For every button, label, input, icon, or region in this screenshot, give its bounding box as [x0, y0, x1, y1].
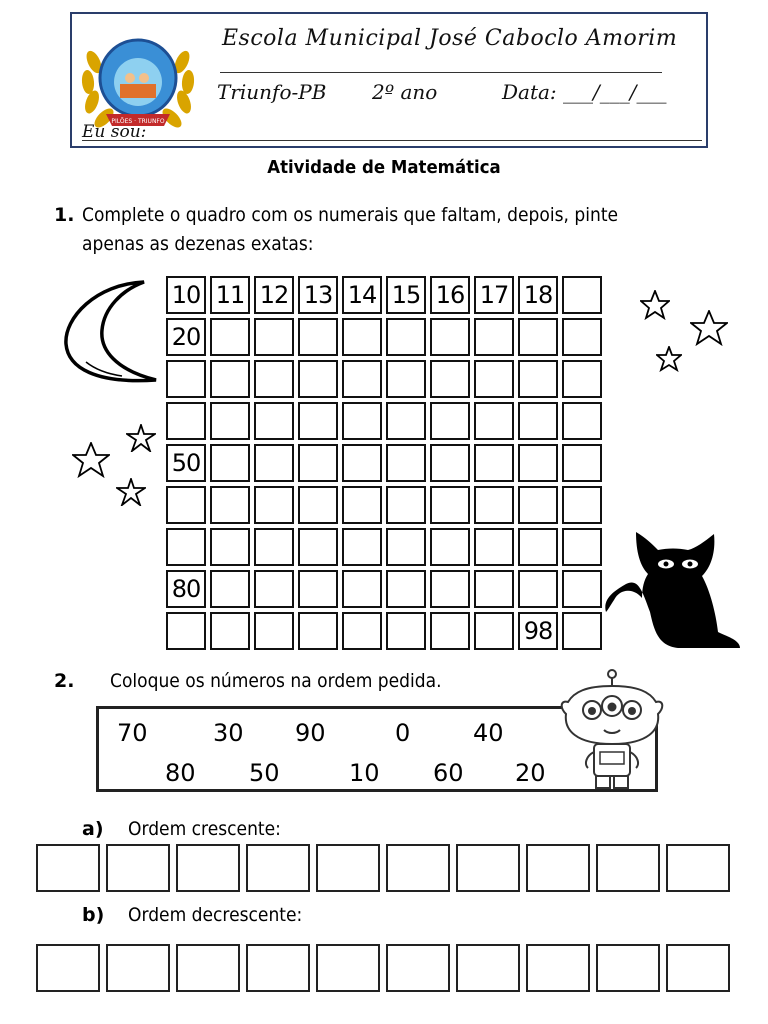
- grid-cell[interactable]: [298, 486, 338, 524]
- star-icon: [640, 290, 670, 320]
- grid-cell[interactable]: [562, 486, 602, 524]
- grid-cell[interactable]: [562, 402, 602, 440]
- grid-cell[interactable]: [342, 444, 382, 482]
- grid-cell[interactable]: [474, 612, 514, 650]
- grid-cell[interactable]: [254, 612, 294, 650]
- grid-cell[interactable]: [166, 360, 206, 398]
- grid-cell[interactable]: [386, 486, 426, 524]
- ascending-answer-row: [36, 844, 730, 892]
- question-2-number: 2.: [54, 670, 75, 692]
- question-1-number: 1.: [54, 204, 75, 226]
- grid-cell[interactable]: [166, 402, 206, 440]
- star-icon: [656, 346, 682, 372]
- number-item: 10: [349, 759, 380, 787]
- grid-cell[interactable]: [166, 528, 206, 566]
- grid-cell[interactable]: [562, 318, 602, 356]
- grid-cell[interactable]: [166, 612, 206, 650]
- grid-cell[interactable]: 13: [298, 276, 338, 314]
- grid-cell[interactable]: [386, 528, 426, 566]
- grid-cell[interactable]: [342, 402, 382, 440]
- name-label: Eu sou:: [82, 122, 147, 142]
- number-item: 90: [295, 719, 326, 747]
- grid-cell[interactable]: [298, 612, 338, 650]
- grid-cell[interactable]: [474, 444, 514, 482]
- answer-box[interactable]: [246, 944, 310, 992]
- grid-cell[interactable]: [518, 402, 558, 440]
- answer-b-text: Ordem decrescente:: [128, 904, 303, 926]
- moon-icon: [56, 278, 166, 388]
- grid-cell[interactable]: [562, 528, 602, 566]
- cat-icon: [598, 528, 748, 654]
- grid-cell[interactable]: [342, 360, 382, 398]
- grid-cell[interactable]: [298, 528, 338, 566]
- grade-label: 2º ano: [372, 80, 438, 104]
- grid-cell[interactable]: [474, 318, 514, 356]
- grid-cell[interactable]: [342, 612, 382, 650]
- grid-cell[interactable]: [166, 486, 206, 524]
- grid-cell[interactable]: [562, 570, 602, 608]
- grid-cell[interactable]: [254, 528, 294, 566]
- answer-box[interactable]: [316, 844, 380, 892]
- number-item: 80: [165, 759, 196, 787]
- grid-cell[interactable]: 98: [518, 612, 558, 650]
- descending-answer-row: [36, 944, 730, 992]
- grid-cell[interactable]: [342, 486, 382, 524]
- grid-cell[interactable]: 16: [430, 276, 470, 314]
- grid-cell[interactable]: [430, 612, 470, 650]
- grid-cell[interactable]: [210, 402, 250, 440]
- grid-cell[interactable]: [430, 528, 470, 566]
- grid-cell[interactable]: [342, 318, 382, 356]
- answer-box[interactable]: [666, 944, 730, 992]
- answer-box[interactable]: [456, 844, 520, 892]
- grid-cell[interactable]: [562, 360, 602, 398]
- grid-cell[interactable]: 15: [386, 276, 426, 314]
- grid-cell[interactable]: [210, 570, 250, 608]
- grid-cell[interactable]: [254, 444, 294, 482]
- grid-cell[interactable]: [474, 528, 514, 566]
- grid-cell[interactable]: [254, 402, 294, 440]
- grid-cell[interactable]: [298, 318, 338, 356]
- grid-cell[interactable]: [210, 444, 250, 482]
- grid-cell[interactable]: [430, 570, 470, 608]
- grid-cell[interactable]: [254, 570, 294, 608]
- grid-cell[interactable]: [518, 486, 558, 524]
- grid-cell[interactable]: 11: [210, 276, 250, 314]
- alien-icon: [556, 668, 672, 794]
- grid-cell[interactable]: [430, 444, 470, 482]
- grid-cell[interactable]: [386, 570, 426, 608]
- grid-cell[interactable]: [518, 570, 558, 608]
- grid-cell[interactable]: [386, 444, 426, 482]
- answer-box[interactable]: [456, 944, 520, 992]
- grid-cell[interactable]: [430, 360, 470, 398]
- grid-cell[interactable]: [342, 570, 382, 608]
- grid-cell[interactable]: [298, 570, 338, 608]
- grid-cell[interactable]: [254, 486, 294, 524]
- number-item: 30: [213, 719, 244, 747]
- number-item: 20: [515, 759, 546, 787]
- answer-box[interactable]: [386, 844, 450, 892]
- question-1-text-line1: Complete o quadro com os numerais que faltam, depois, pinte: [82, 204, 619, 226]
- grid-cell[interactable]: [210, 360, 250, 398]
- number-item: 40: [473, 719, 504, 747]
- answer-box[interactable]: [526, 844, 590, 892]
- grid-cell[interactable]: 50: [166, 444, 206, 482]
- grid-cell[interactable]: 10: [166, 276, 206, 314]
- date-field[interactable]: Data: ___/___/___: [502, 80, 667, 104]
- header-box: [70, 12, 708, 148]
- grid-cell[interactable]: 20: [166, 318, 206, 356]
- answer-box[interactable]: [176, 844, 240, 892]
- answer-box[interactable]: [596, 944, 660, 992]
- grid-cell[interactable]: 14: [342, 276, 382, 314]
- star-icon: [690, 310, 728, 346]
- grid-cell[interactable]: [562, 276, 602, 314]
- grid-cell[interactable]: [254, 318, 294, 356]
- grid-cell[interactable]: [386, 402, 426, 440]
- answer-b-label: b): [82, 904, 105, 926]
- grid-cell[interactable]: [298, 444, 338, 482]
- grid-cell[interactable]: [518, 360, 558, 398]
- number-item: 0: [395, 719, 411, 747]
- answer-box[interactable]: [176, 944, 240, 992]
- grid-cell[interactable]: [430, 402, 470, 440]
- answer-box[interactable]: [596, 844, 660, 892]
- answer-box[interactable]: [36, 844, 100, 892]
- grid-cell[interactable]: [342, 528, 382, 566]
- svg-text:PILÕES · TRIUNFO: PILÕES · TRIUNFO: [111, 118, 165, 125]
- grid-cell[interactable]: 18: [518, 276, 558, 314]
- grid-cell[interactable]: [386, 612, 426, 650]
- grid-cell[interactable]: [474, 486, 514, 524]
- grid-cell[interactable]: [210, 528, 250, 566]
- answer-box[interactable]: [386, 944, 450, 992]
- answer-a-label: a): [82, 818, 104, 840]
- grid-cell[interactable]: 12: [254, 276, 294, 314]
- grid-cell[interactable]: [562, 612, 602, 650]
- number-item: 50: [249, 759, 280, 787]
- grid-cell[interactable]: [474, 360, 514, 398]
- answer-box[interactable]: [316, 944, 380, 992]
- number-item: 70: [117, 719, 148, 747]
- grid-cell[interactable]: [210, 486, 250, 524]
- grid-cell[interactable]: [562, 444, 602, 482]
- school-name: Escola Municipal José Caboclo Amorim: [222, 26, 678, 51]
- name-line[interactable]: [82, 140, 702, 141]
- answer-box[interactable]: [106, 844, 170, 892]
- page-title: Atividade de Matemática: [267, 157, 501, 178]
- answer-a-text: Ordem crescente:: [128, 818, 281, 840]
- header-divider: [220, 72, 662, 73]
- city-label: Triunfo-PB: [217, 80, 327, 104]
- grid-cell[interactable]: [298, 360, 338, 398]
- question-1-text-line2: apenas as dezenas exatas:: [82, 233, 314, 255]
- star-icon: [72, 442, 110, 478]
- answer-box[interactable]: [246, 844, 310, 892]
- grid-cell[interactable]: [430, 318, 470, 356]
- grid-cell[interactable]: [430, 486, 470, 524]
- grid-cell[interactable]: [518, 528, 558, 566]
- grid-cell[interactable]: [298, 402, 338, 440]
- star-icon: [126, 424, 156, 452]
- question-2-text: Coloque os números na ordem pedida.: [110, 670, 442, 692]
- grid-cell[interactable]: [254, 360, 294, 398]
- number-item: 60: [433, 759, 464, 787]
- grid-cell[interactable]: [518, 444, 558, 482]
- star-icon: [116, 478, 146, 506]
- grid-cell[interactable]: 17: [474, 276, 514, 314]
- answer-box[interactable]: [36, 944, 100, 992]
- grid-cell[interactable]: [386, 360, 426, 398]
- grid-cell[interactable]: [386, 318, 426, 356]
- answer-box[interactable]: [666, 844, 730, 892]
- answer-box[interactable]: [526, 944, 590, 992]
- grid-cell[interactable]: [474, 402, 514, 440]
- answer-box[interactable]: [106, 944, 170, 992]
- grid-cell[interactable]: [210, 612, 250, 650]
- grid-cell[interactable]: [518, 318, 558, 356]
- grid-cell[interactable]: 80: [166, 570, 206, 608]
- grid-cell[interactable]: [474, 570, 514, 608]
- grid-cell[interactable]: [210, 318, 250, 356]
- number-grid: [166, 276, 602, 650]
